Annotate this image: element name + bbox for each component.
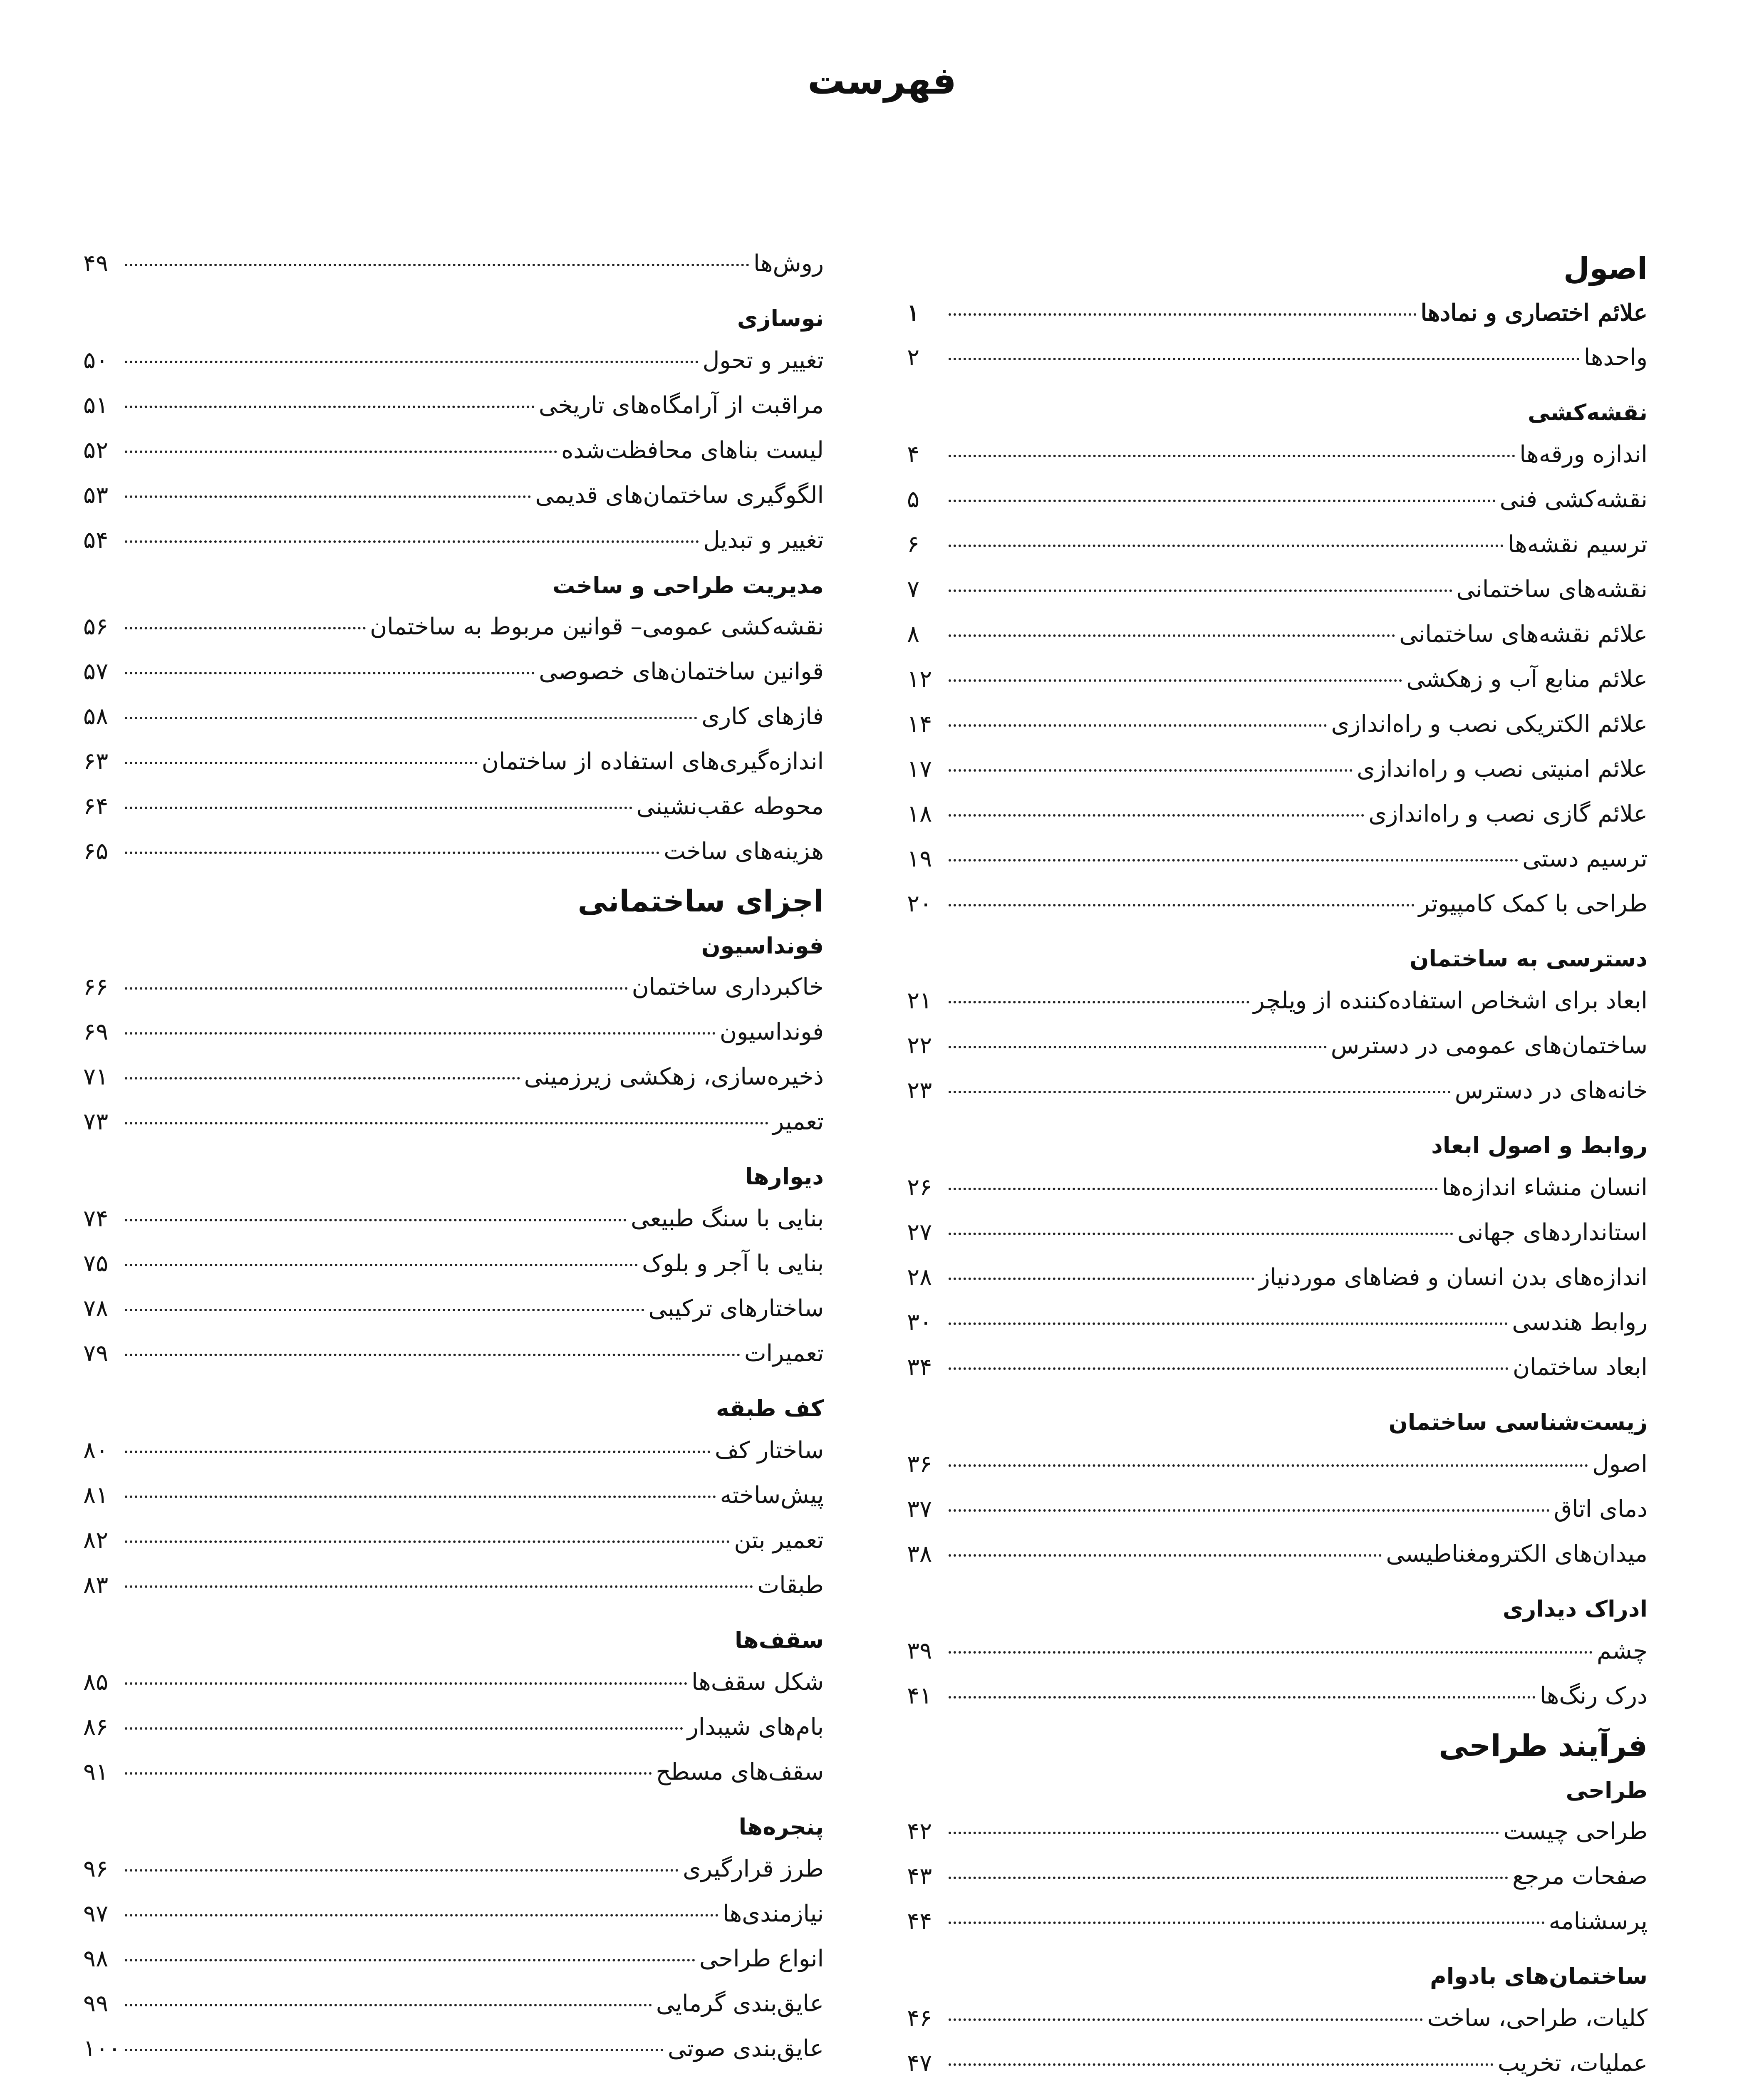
dot-leader — [125, 1496, 716, 1498]
dot-leader — [125, 1959, 695, 1961]
toc-entry[interactable] — [907, 1345, 1648, 1390]
toc-entry-title: علائم نقشه‌های ساختمانی — [1399, 621, 1648, 648]
toc-entry-title: علائم گازی نصب و راه‌اندازی — [1368, 800, 1648, 827]
toc-entry[interactable] — [907, 1068, 1648, 1113]
toc-section-heading: نوسازی — [737, 305, 824, 332]
toc-entry-title: بنایی با آجر و بلوک — [642, 1250, 824, 1277]
toc-entry[interactable] — [83, 1660, 824, 1705]
toc-entry[interactable] — [83, 1936, 824, 1981]
toc-part-heading: فرآیند طراحی — [1439, 1728, 1648, 1763]
dot-leader — [125, 1914, 718, 1917]
toc-entry[interactable] — [907, 1629, 1648, 1674]
dot-leader — [125, 1309, 644, 1311]
toc-part-heading: اصول — [1563, 251, 1648, 286]
toc-entry-title: لیست بناهای محافظت‌شده — [561, 437, 824, 464]
toc-entry[interactable] — [83, 1010, 824, 1055]
toc-entry[interactable] — [907, 882, 1648, 926]
toc-entry-title: نقشه‌کشی عمومی– قوانین مربوط به ساختمان — [370, 613, 824, 640]
toc-entry[interactable] — [907, 1674, 1648, 1718]
toc-entry-title: اندازه ورقه‌ها — [1519, 441, 1648, 468]
dot-leader — [949, 1091, 1451, 1093]
toc-entry-page: ۴۱ — [907, 1682, 932, 1709]
dot-leader — [949, 1188, 1438, 1190]
toc-entry[interactable] — [907, 792, 1648, 837]
dot-leader — [125, 1869, 679, 1872]
toc-entry-title: علائم الکتریکی نصب و راه‌اندازی — [1331, 711, 1648, 738]
toc-entry-page: ۵۲ — [83, 437, 109, 464]
toc-entry[interactable] — [907, 747, 1648, 792]
dot-leader — [949, 589, 1452, 592]
toc-entry-page: ۸۱ — [83, 1482, 109, 1509]
toc-entry-page: ۶۹ — [83, 1018, 109, 1045]
dot-leader — [125, 672, 535, 674]
dot-leader — [125, 1032, 716, 1035]
dot-leader — [949, 1046, 1327, 1048]
toc-entry-page: ۹۹ — [83, 1990, 109, 2017]
toc-entry-title: پرسشنامه — [1548, 1908, 1648, 1935]
toc-entry[interactable] — [83, 473, 824, 518]
toc-section-heading: کف طبقه — [716, 1395, 824, 1421]
dot-leader — [949, 2018, 1423, 2021]
toc-section-heading: سقف‌ها — [735, 1627, 824, 1653]
toc-entry[interactable] — [907, 1854, 1648, 1899]
toc-section-heading: طراحی — [1566, 1777, 1648, 1803]
page-title: فهرست — [807, 59, 957, 103]
dot-leader — [949, 1322, 1508, 1325]
toc-entry-title: روش‌ها — [753, 250, 824, 277]
toc-entry[interactable] — [83, 1099, 824, 1144]
toc-entry-page: ۸۲ — [83, 1527, 109, 1554]
toc-entry-title: اندازه‌گیری‌های استفاده از ساختمان — [481, 748, 824, 775]
toc-entry-page: ۲۰ — [907, 890, 932, 917]
toc-section-heading: روابط و اصول ابعاد — [1431, 1132, 1648, 1159]
dot-leader — [949, 814, 1364, 817]
toc-column-left — [83, 241, 824, 2080]
toc-entry[interactable] — [83, 965, 824, 1010]
toc-entry-page: ۵۳ — [83, 482, 109, 509]
toc-entry-page: ۹۱ — [83, 1758, 109, 1785]
dot-leader — [125, 361, 699, 363]
dot-leader — [949, 769, 1353, 772]
toc-entry[interactable] — [907, 477, 1648, 522]
dot-leader — [125, 1772, 652, 1775]
toc-entry[interactable] — [83, 428, 824, 473]
dot-leader — [949, 358, 1580, 360]
toc-entry-title: الگوگیری ساختمان‌های قدیمی — [535, 482, 824, 509]
toc-entry-page: ۸۶ — [83, 1714, 109, 1741]
toc-entry-page: ۶۳ — [83, 748, 109, 775]
toc-entry[interactable] — [907, 1996, 1648, 2041]
toc-entry-title: ابعاد برای اشخاص استفاده‌کننده از ویلچر — [1253, 987, 1648, 1014]
toc-entry-title: مراقبت از آرامگاه‌های تاریخی — [538, 392, 824, 419]
toc-entry[interactable] — [907, 978, 1648, 1023]
dot-leader — [125, 1264, 638, 1266]
toc-entry-title: استانداردهای جهانی — [1457, 1219, 1648, 1246]
toc-entry[interactable] — [907, 657, 1648, 702]
toc-entry-page: ۳۹ — [907, 1637, 932, 1664]
dot-leader — [125, 1122, 768, 1124]
toc-section-heading: ساختمان‌های بادوام — [1430, 1963, 1648, 1989]
toc-entry[interactable] — [907, 1532, 1648, 1577]
toc-entry-page: ۶ — [907, 531, 920, 558]
dot-leader — [125, 852, 659, 854]
dot-leader — [125, 1219, 627, 1221]
dot-leader — [125, 1077, 520, 1080]
toc-entry-page: ۴۴ — [907, 1908, 932, 1935]
toc-entry[interactable] — [83, 829, 824, 874]
toc-entry-title: چشم — [1597, 1637, 1648, 1664]
toc-entry[interactable] — [83, 1518, 824, 1563]
toc-entry[interactable] — [907, 522, 1648, 567]
toc-entry-title: درک رنگ‌ها — [1539, 1682, 1648, 1709]
toc-entry-title: شکل سقف‌ها — [691, 1669, 824, 1696]
toc-entry-title: عملیات، تخریب — [1497, 2050, 1648, 2077]
dot-leader — [949, 545, 1504, 547]
toc-entry[interactable] — [907, 1809, 1648, 1854]
toc-entry-title: اصول — [1592, 1451, 1648, 1478]
toc-entry-title: ترسیم دستی — [1522, 845, 1648, 872]
toc-entry-page: ۲۸ — [907, 1264, 932, 1291]
toc-entry[interactable] — [83, 1705, 824, 1750]
dot-leader — [125, 627, 366, 629]
dot-leader — [949, 1832, 1499, 1834]
dot-leader — [949, 1877, 1508, 1879]
toc-entry-page: ۹۶ — [83, 1855, 109, 1882]
toc-entry-title: انسان منشاء اندازه‌ها — [1442, 1174, 1648, 1201]
toc-entry-title: ترسیم نقشه‌ها — [1508, 531, 1648, 558]
dot-leader — [125, 495, 531, 498]
toc-entry-page: ۷۴ — [83, 1205, 109, 1232]
dot-leader — [949, 1278, 1254, 1280]
toc-entry-page — [83, 2071, 121, 2080]
toc-entry-page: ۲۲ — [907, 1032, 932, 1059]
toc-part-heading: اجزای ساختمانی — [577, 884, 824, 919]
toc-entry[interactable] — [83, 1981, 824, 2026]
toc-entry-page: ۷ — [907, 576, 920, 603]
toc-entry-page: ۱۸ — [907, 800, 932, 827]
toc-entry-page: ۴ — [907, 441, 920, 468]
toc-entry[interactable] — [83, 518, 824, 563]
toc-entry-page: ۹۸ — [83, 1945, 109, 1972]
toc-entry-page: ۶۵ — [83, 838, 109, 865]
toc-entry-page: ۱ — [907, 299, 920, 327]
toc-entry-page: ۳۷ — [907, 1496, 932, 1523]
toc-entry-title: نقشه‌کشی فنی — [1499, 486, 1648, 513]
toc-entry-page: ۲۱ — [907, 987, 932, 1014]
dot-leader — [949, 455, 1515, 457]
toc-entry[interactable] — [83, 1286, 824, 1331]
toc-entry-page: ۳۴ — [907, 1354, 932, 1381]
toc-entry[interactable] — [83, 1196, 824, 1241]
toc-entry[interactable] — [83, 649, 824, 694]
toc-entry-title: صفحات مرجع — [1512, 1863, 1648, 1890]
toc-section-heading: پنجره‌ها — [738, 1814, 824, 1840]
toc-entry[interactable] — [907, 1023, 1648, 1068]
toc-entry-page: ۴۶ — [907, 2005, 932, 2032]
toc-entry-title: روابط هندسی — [1512, 1309, 1648, 1336]
toc-entry-title: طراحی با کمک کامپیوتر — [1418, 890, 1648, 917]
toc-entry[interactable] — [83, 241, 824, 286]
toc-entry[interactable] — [83, 739, 824, 784]
toc-entry-title: عایق‌بندی صوتی — [667, 2035, 824, 2062]
dot-leader — [125, 2049, 664, 2051]
toc-entry-page: ۴۲ — [907, 1818, 932, 1845]
toc-entry[interactable] — [83, 1331, 824, 1376]
toc-entry[interactable] — [83, 338, 824, 383]
toc-entry-title: خانه‌های در دسترس — [1454, 1077, 1648, 1104]
toc-entry-page: ۸۰ — [83, 1437, 109, 1464]
toc-entry[interactable] — [83, 1241, 824, 1286]
toc-entry-title: طراحی چیست — [1503, 1818, 1648, 1845]
toc-section-heading: فونداسیون — [701, 933, 824, 959]
dot-leader — [125, 1727, 683, 1730]
toc-entry[interactable] — [83, 694, 824, 739]
dot-leader — [125, 987, 628, 990]
toc-entry[interactable] — [907, 2041, 1648, 2080]
toc-entry-page: ۵۰ — [83, 347, 109, 374]
toc-section-heading: مدیریت طراحی و ساخت — [552, 572, 824, 599]
toc-entry-title: ابعاد ساختمان — [1512, 1354, 1648, 1381]
toc-section-heading: دسترسی به ساختمان — [1410, 946, 1648, 972]
toc-entry[interactable] — [83, 1473, 824, 1518]
toc-entry[interactable] — [83, 1055, 824, 1099]
toc-entry-title: تغییر و تحول — [702, 347, 824, 374]
dot-leader — [949, 2063, 1494, 2066]
toc-entry-page: ۵۴ — [83, 527, 109, 554]
dot-leader — [125, 540, 699, 543]
toc-entry[interactable] — [83, 1847, 824, 1892]
toc-entry-title: علائم منابع آب و زهکشی — [1406, 666, 1648, 693]
toc-entry-page: ۵۱ — [83, 392, 109, 419]
toc-section-heading: ادراک دیداری — [1502, 1596, 1648, 1622]
toc-entry-title: محوطه عقب‌نشینی — [636, 793, 824, 820]
toc-entry-page: ۴۷ — [907, 2050, 932, 2077]
toc-entry-page: ۵ — [907, 486, 920, 513]
toc-entry-title: انواع طراحی — [699, 1945, 824, 1972]
toc-entry-title: اندازه‌های بدن انسان و فضاهای موردنیاز — [1259, 1264, 1648, 1291]
toc-entry-page: ۳۸ — [907, 1540, 932, 1567]
dot-leader — [949, 904, 1415, 906]
dot-leader — [125, 406, 535, 408]
toc-entry-page: ۴۳ — [907, 1863, 932, 1890]
dot-leader — [125, 762, 478, 764]
dot-leader — [949, 500, 1496, 502]
dot-leader — [125, 807, 632, 809]
toc-entry[interactable] — [907, 290, 1648, 335]
dot-leader — [949, 1233, 1453, 1235]
toc-entry[interactable] — [83, 604, 824, 649]
toc-entry-title: تغییر و تبدیل — [703, 527, 824, 554]
dot-leader — [125, 1354, 740, 1356]
toc-entry-page: ۶۴ — [83, 793, 109, 820]
dot-leader — [949, 1554, 1382, 1557]
toc-entry-page: ۱۹ — [907, 845, 932, 872]
toc-entry[interactable] — [83, 1750, 824, 1795]
toc-entry-page: ۵۷ — [83, 658, 109, 685]
dot-leader — [949, 859, 1518, 862]
dot-leader — [949, 1367, 1509, 1370]
toc-entry-page: ۳۰ — [907, 1309, 932, 1336]
toc-entry-title: تعمیر — [773, 1108, 824, 1135]
toc-entry-page: ۴۹ — [83, 250, 109, 277]
toc-entry-page: ۷۳ — [83, 1108, 109, 1135]
toc-entry[interactable] — [907, 1300, 1648, 1345]
toc-entry-title: میدان‌های الکترومغناطیسی — [1386, 1540, 1648, 1567]
toc-entry-page: ۸۳ — [83, 1572, 109, 1599]
toc-entry[interactable] — [83, 784, 824, 829]
toc-entry-title: خاکبرداری ساختمان — [632, 973, 824, 1000]
toc-entry[interactable] — [907, 1165, 1648, 1210]
toc-entry[interactable] — [907, 1210, 1648, 1255]
toc-entry-title: بنایی با سنگ طبیعی — [631, 1205, 824, 1232]
toc-entry[interactable] — [83, 1428, 824, 1473]
dot-leader — [949, 634, 1395, 637]
toc-entry-page: ۲ — [907, 344, 920, 371]
toc-entry[interactable] — [907, 1487, 1648, 1532]
toc-section-heading: زیست‌شناسی ساختمان — [1388, 1409, 1648, 1435]
toc-entry-title: دمای اتاق — [1553, 1496, 1648, 1523]
toc-section-heading: دیوارها — [745, 1164, 824, 1190]
toc-entry-title: فونداسیون — [719, 1018, 824, 1045]
toc-entry[interactable] — [907, 432, 1648, 477]
dot-leader — [125, 1585, 753, 1588]
toc-entry-page: ۱۰۰ — [83, 2035, 121, 2062]
toc-entry-page: ۹۷ — [83, 1900, 109, 1927]
toc-entry-title — [612, 2071, 824, 2080]
toc-entry-page: ۶۶ — [83, 973, 109, 1000]
toc-section-heading: نقشه‌کشی — [1528, 399, 1648, 426]
toc-entry-title: قوانین ساختمان‌های خصوصی — [539, 658, 824, 685]
dot-leader — [125, 1540, 730, 1543]
toc-entry[interactable] — [83, 2071, 824, 2080]
toc-entry-title: طبقات — [757, 1572, 824, 1599]
toc-entry-title: نقشه‌های ساختمانی — [1456, 576, 1648, 603]
dot-leader — [949, 1464, 1588, 1467]
toc-entry[interactable] — [907, 837, 1648, 882]
dot-leader — [125, 1451, 711, 1453]
toc-entry-page: ۲۶ — [907, 1174, 932, 1201]
toc-entry-title: کلیات، طراحی، ساخت — [1427, 2005, 1648, 2032]
toc-entry-page: ۵۸ — [83, 703, 109, 730]
toc-entry-page: ۷۸ — [83, 1295, 109, 1322]
dot-leader — [125, 451, 557, 453]
dot-leader — [949, 1509, 1550, 1512]
toc-entry-page: ۲۳ — [907, 1077, 932, 1104]
toc-entry[interactable] — [83, 1563, 824, 1608]
toc-entry-title: سقف‌های مسطح — [656, 1758, 824, 1785]
toc-entry-page: ۱۷ — [907, 755, 932, 782]
toc-entry[interactable] — [907, 702, 1648, 747]
toc-entry-page: ۲۷ — [907, 1219, 932, 1246]
toc-entry[interactable] — [83, 383, 824, 428]
toc-entry-page: ۵۶ — [83, 613, 109, 640]
toc-entry[interactable] — [83, 2026, 824, 2071]
toc-entry-page: ۱۲ — [907, 666, 932, 693]
toc-entry-title: طرز قرارگیری — [683, 1855, 824, 1882]
toc-entry-page: ۸ — [907, 621, 920, 648]
toc-entry-page: ۷۹ — [83, 1340, 109, 1367]
dot-leader — [949, 724, 1327, 727]
toc-entry-title: علائم اختصاری و نمادها — [1420, 299, 1648, 327]
toc-entry-title: تعمیر بتن — [734, 1527, 824, 1554]
toc-entry[interactable] — [907, 567, 1648, 612]
dot-leader — [949, 1651, 1593, 1654]
toc-entry-title: پیش‌ساخته — [720, 1482, 824, 1509]
toc-entry[interactable] — [907, 612, 1648, 657]
toc-entry[interactable] — [907, 1442, 1648, 1487]
toc-entry-page: ۷۱ — [83, 1063, 109, 1090]
toc-entry-title: بام‌های شیبدار — [687, 1714, 824, 1741]
dot-leader — [125, 2004, 652, 2006]
toc-entry-page: ۸۵ — [83, 1669, 109, 1696]
toc-entry[interactable] — [83, 1892, 824, 1936]
toc-entry-title: ساختمان‌های عمومی در دسترس — [1330, 1032, 1648, 1059]
dot-leader — [949, 679, 1402, 682]
toc-entry-title: فازهای کاری — [701, 703, 824, 730]
toc-entry-title: نیازمندی‌ها — [722, 1900, 824, 1927]
dot-leader — [125, 1682, 687, 1685]
toc-entry-title: ساختار کف — [714, 1437, 824, 1464]
toc-entry-page: ۳۶ — [907, 1451, 932, 1478]
toc-entry[interactable] — [907, 1255, 1648, 1300]
toc-entry-title: هزینه‌های ساخت — [664, 838, 824, 865]
toc-entry-title: ذخیره‌سازی، زهکشی زیرزمینی — [524, 1063, 824, 1090]
dot-leader — [949, 313, 1417, 316]
dot-leader — [125, 717, 697, 719]
dot-leader — [125, 264, 749, 266]
toc-column-right — [907, 241, 1648, 2080]
toc-entry-title: عایق‌بندی گرمایی — [656, 1990, 824, 2017]
toc-entry-page: ۷۵ — [83, 1250, 109, 1277]
dot-leader — [949, 1696, 1536, 1699]
toc-entry-title: واحدها — [1583, 344, 1648, 371]
toc-entry[interactable] — [907, 1899, 1648, 1944]
toc-entry[interactable] — [907, 335, 1648, 380]
dot-leader — [949, 1001, 1249, 1003]
toc-entry-title: علائم امنیتی نصب و راه‌اندازی — [1357, 755, 1648, 782]
toc-entry-page: ۱۴ — [907, 711, 932, 738]
toc-entry-title: ساختارهای ترکیبی — [648, 1295, 824, 1322]
dot-leader — [949, 1922, 1545, 1924]
toc-entry-title: تعمیرات — [744, 1340, 824, 1367]
